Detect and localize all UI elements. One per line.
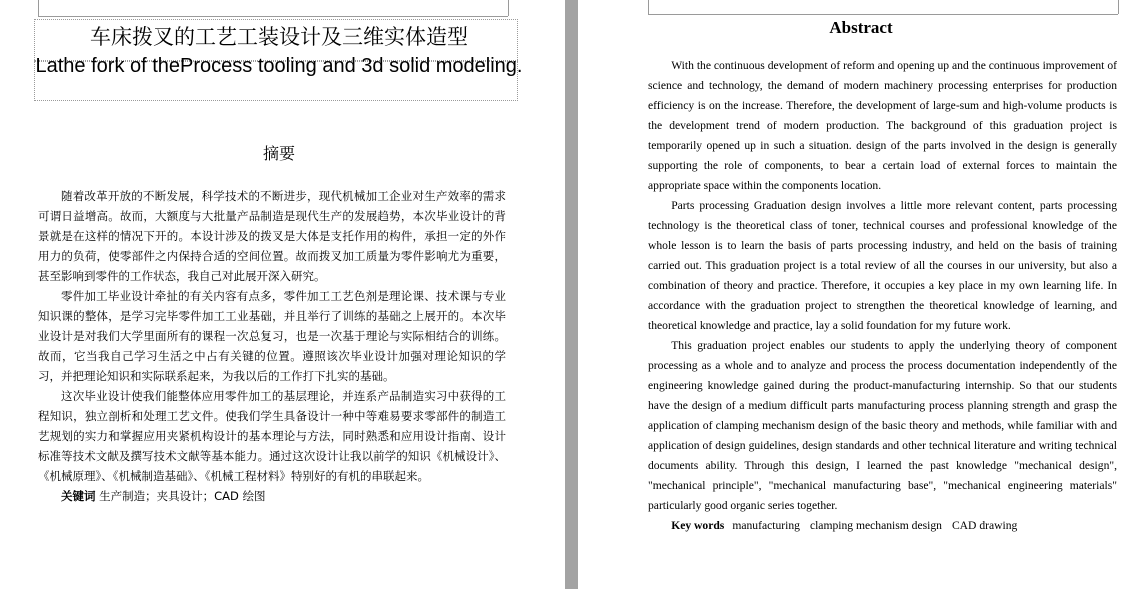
- keyword: manufacturing: [732, 519, 800, 532]
- document-page-right: [578, 0, 1144, 589]
- abstract-body-cn[interactable]: [38, 186, 506, 506]
- keywords-line-en[interactable]: [648, 516, 1117, 536]
- keywords-text: 生产制造；夹具设计；CAD 绘图: [99, 489, 266, 503]
- keyword: clamping mechanism design: [809, 519, 942, 532]
- crop-mark: [38, 16, 508, 17]
- chinese-title[interactable]: 车床拨叉的工艺工装设计及三维实体造型: [90, 25, 468, 49]
- document-page-left: [0, 0, 565, 589]
- crop-mark: [648, 14, 1118, 15]
- crop-mark: [1118, 0, 1119, 14]
- paragraph[interactable]: This graduation project enables our students to apply the underlying theory of component processing as a whole and to analyze and process the process documentation independently of the engineering knowledge gained during the product-manufacturing internship. So that our students have the design of a medium difficult parts manufacturing process planning strength and grasp the application of clamping mechanism design of the basic theory and methods, while familiar with and application of design guidelines, design standards and other technical literature and writing technical documents ability. Through this design, I learned the past knowledge "mechanical design", "mechanical principle", "mechanical manufacturing base", "mechanical engineering materials" particularly good organic series together.: [648, 339, 1117, 512]
- abstract-heading-en[interactable]: Abstract: [829, 18, 893, 37]
- abstract-heading-cn[interactable]: 摘要: [262, 144, 295, 163]
- paragraph[interactable]: 随着改革开放的不断发展，科学技术的不断进步，现代机械加工企业对生产效率的需求可谓日益增高。故而，大额度与大批量产品制造是现代生产的发展趋势，本次毕业设计的背景就是在这样的情况下开的。本设计涉及的拨叉是大体是支托作用的构件，承担一定的外作用力的负荷，使零部件之内保持合适的空间位置。故而拨叉加工质量为零件影响尤为重要，甚至影响到零件的工作状态，我自己对此展开深入研究。: [38, 189, 506, 283]
- keywords-label: 关键词: [61, 489, 96, 503]
- keywords-line-cn[interactable]: [38, 486, 506, 506]
- crop-mark: [508, 0, 509, 16]
- crop-mark: [38, 0, 39, 16]
- page-gutter: [565, 0, 578, 589]
- paragraph[interactable]: 零件加工毕业设计牵扯的有关内容有点多，零件加工工艺色剂是理论课、技术课与专业知识课的整体，是学习完毕零件加工工业基础，并且举行了训练的基础之上展开的。本次毕业设计是对我们大学里面所有的课程一次总复习，也是一次基于理论与实际相结合的训练。故而，它当我自己学习生活之中占有关键的位置。遵照该次毕业设计加强对理论知识的学习，并把理论知识和实际联系起来，为我以后的工作打下扎实的基础。: [38, 289, 506, 383]
- keywords-label: Key words: [671, 519, 725, 532]
- paragraph[interactable]: With the continuous development of reform and opening up and the continuous improvement of science and technology, the demand of modern machinery processing enterprises for production efficiency is on the increase. Therefore, the development of large-sum and high-volume products is the development trend of modern production. The background of this graduation project is temporarily opened up in such a situation. design of the parts involved in the design is generally supporting the role of components, to bear a certain load of external forces to maintain the appropriate space within the components location.: [648, 59, 1117, 192]
- paragraph[interactable]: Parts processing Graduation design involves a little more relevant content, parts processing technology is the theoretical class of toner, technical courses and professional knowledge of the whole lesson is to learn the basis of parts processing industry, and held on the basis of training carried out. This graduation project is a total review of all the courses in our university, but also a combination of theory and practice. Therefore, it occupies a key place in my own learning life. In accordance with the graduation project to strengthen the theoretical knowledge of learning, and theoretical knowledge and practice, lay a solid foundation for my future work.: [648, 199, 1117, 332]
- crop-mark: [648, 0, 649, 14]
- paragraph[interactable]: 这次毕业设计使我们能整体应用零件加工的基层理论，并连系产品制造实习中获得的工程知识，独立剖析和处理工艺文件。使我们学生具备设计一种中等难易要求零部件的制造工艺规划的实力和掌握应用夹紧机构设计的基本理论与方法，同时熟悉和应用设计指南、设计标准等技术文献及撰写技术文献等基本能力。通过这次设计让我以前学的知识《机械设计》、《机械原理》、《机械制造基础》、《机械工程材料》特别好的有机的串联起来。: [38, 389, 506, 483]
- english-title[interactable]: Lathe fork of theProcess tooling and 3d solid modeling.: [35, 55, 523, 77]
- keyword: CAD drawing: [951, 519, 1018, 532]
- abstract-body-en[interactable]: [648, 56, 1117, 536]
